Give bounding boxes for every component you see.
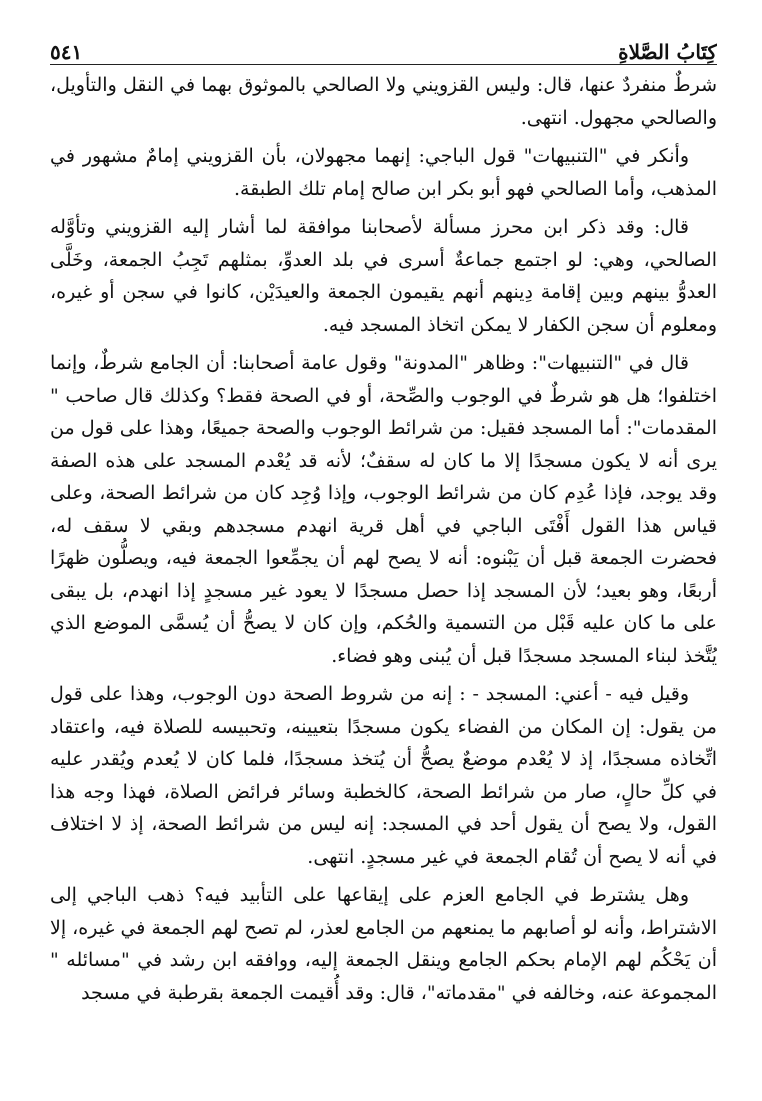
- paragraph: قال في "التنبيهات": وظاهر "المدونة" وقول عامة أصحابنا: أن الجامع شرطٌ، وإنما اختلفوا؛ هل هو شرطٌ في الوجوب والصِّحة، أو في الصحة فقط؟ وكذلك قال صاحب " المقدمات": أما المسجد فقيل: من شرائط الوجوب والصحة جميعًا، وهذا على قول من يرى أنه لا يكون مسجدًا إلا ما كان له سقفٌ؛ لأنه قد يُعْدم المسجد على هذه الصفة وقد يوجد، فإذا عُدِم كان من شرائط الوجوب، وإذا وُجِد كان من شرائط الصحة، وعلى قياس هذا القول أَفْتَى الباجي في أهل قرية انهدم مسجدهم وبقي لا سقف له، فحضرت الجمعة قبل أن يَبْنوه: أنه لا يصح لهم أن يجمِّعوا الجمعة فيه، ويصلُّون ظهرًا أربعًا، وهو بعيد؛ لأن المسجد إذا حصل مسجدًا لا يعود غير مسجدٍ إذا انهدم، بل يبقى على ما كان عليه قَبْل من التسمية والحُكم، وإن كان لا يصحُّ أن يُسمَّى الموضع الذي يُتَّخذ لبناء المسجد مسجدًا قبل أن يُبنى وهو فضاء.: [50, 352, 717, 667]
- paragraph: وأنكر في "التنبيهات" قول الباجي: إنهما مجهولان، بأن القزويني إمامٌ مشهور في المذهب، وأما الصالحي فهو أبو بكر ابن صالح إمام تلك الطبقة.: [50, 145, 717, 200]
- paragraph: وهل يشترط في الجامع العزم على إيقاعها على التأبيد فيه؟ ذهب الباجي إلى الاشتراط، وأنه لو أصابهم ما يمنعهم من الجامع لعذر، لم تصح لهم الجمعة في غيره، إلا أن يَحْكُم لهم الإمام بحكم الجامع وينقل الجمعة إليه، ووافقه ابن رشد في "مسائله " المجموعة عنه، وخالفه في "مقدماته"، قال: وقد أُقيمت الجمعة بقرطبة في مسجد: [50, 884, 717, 1004]
- page-body: [50, 69, 717, 1009]
- book-page: [50, 30, 717, 1080]
- chapter-title: كِتَابُ الصَّلاةِ: [618, 40, 717, 64]
- page-header: [50, 30, 717, 65]
- paragraph: شرطٌ منفردٌ عنها، قال: وليس القزويني ولا الصالحي بالموثوق بهما في النقل والتأويل، والصالحي مجهول. انتهى.: [50, 74, 717, 129]
- page-number: ٥٤١: [50, 40, 83, 64]
- paragraph: قال: وقد ذكر ابن محرز مسألة لأصحابنا موافقة لما أشار إليه القزويني وتأوَّله الصالحي، وهي: لو اجتمع جماعةٌ أسرى في بلد العدوِّ، بمثلهم تَجِبُ الجمعة، وخَلَّى العدوُّ بينهم وبين إقامة دِينهم أنهم يقيمون الجمعة والعيدَيْن، كانوا في سجن أو غيره، ومعلوم أن سجن الكفار لا يمكن اتخاذ المسجد فيه.: [50, 216, 717, 336]
- paragraph: وقيل فيه - أعني: المسجد - : إنه من شروط الصحة دون الوجوب، وهذا على قول من يقول: إن المكان من الفضاء يكون مسجدًا بتعيينه، وتحبيسه للصلاة فيه، واعتقاد اتِّخاذه مسجدًا، إذ لا يُعْدم موضعٌ يصحُّ أن يُتخذ مسجدًا، فلما كان لا يُعدم ويُقدر عليه في كلِّ حالٍ، صار من شرائط الصحة، كالخطبة وسائر فرائض الصلاة، فهذا وجه هذا القول، ولا يصح أن يقول أحد في المسجد: إنه ليس من شرائط الصحة، إذ لا اختلاف في أنه لا يصح أن تُقام الجمعة في غير مسجدٍ. انتهى.: [50, 683, 717, 868]
